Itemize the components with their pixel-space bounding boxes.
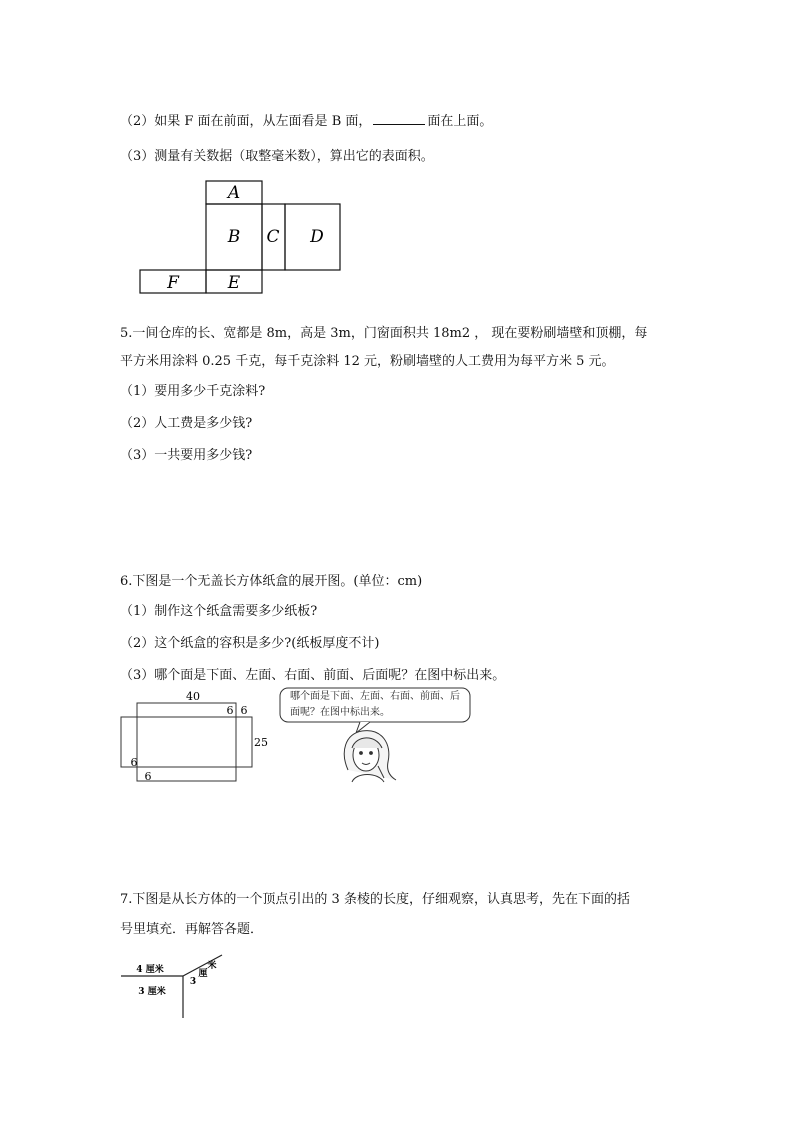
face-label-b: B bbox=[227, 227, 241, 247]
dim-depth-label-b: 6 bbox=[240, 704, 248, 717]
q4-sub3: （3）测量有关数据（取整毫米数），算出它的表面积。 bbox=[120, 149, 434, 164]
q7-line2: 号里填充．再解答各题． bbox=[120, 922, 264, 937]
face-label-c: C bbox=[266, 227, 280, 247]
edge-height-label-unit2: 米 bbox=[207, 961, 217, 971]
q5-sub3: （3）一共要用多少钱? bbox=[120, 448, 253, 463]
dim-side-left-label: 6 bbox=[130, 756, 138, 769]
edge-height-label-unit1: 厘 bbox=[198, 969, 208, 979]
dim-height-label: 25 bbox=[254, 736, 268, 749]
dim-side-bottom-label: 6 bbox=[144, 770, 152, 783]
q4-sub2-text-before: （2）如果 F 面在前面，从左面看是 B 面， bbox=[120, 114, 372, 129]
face-label-a: A bbox=[227, 183, 241, 203]
face-label-e: E bbox=[227, 273, 241, 293]
q5-sub1: （1）要用多少千克涂料? bbox=[120, 384, 266, 399]
face-label-d: D bbox=[310, 227, 324, 247]
dim-depth-label-a: 6 bbox=[226, 704, 234, 717]
q5-line2: 平方米用涂料 0.25 千克，每千克涂料 12 元，粉刷墙壁的人工费用为每平方米 5 元。 bbox=[120, 354, 615, 369]
face-label-f: F bbox=[167, 273, 179, 293]
q6-sub2: （2）这个纸盒的容积是多少?(纸板厚度不计) bbox=[120, 636, 380, 651]
q6-sub1: （1）制作这个纸盒需要多少纸板? bbox=[120, 604, 318, 619]
edge-length-label: 4 厘米 bbox=[136, 965, 164, 975]
q5-sub2: （2）人工费是多少钱? bbox=[120, 416, 253, 431]
speech-bubble-text: 哪个面是下面、左面、右面、前面、后面呢？在图中标出来。 bbox=[290, 691, 460, 718]
q6-title: 6.下图是一个无盖长方体纸盒的展开图。(单位：cm) bbox=[120, 574, 423, 589]
q5-line1: 5.一间仓库的长、宽都是 8m，高是 3m，门窗面积共 18m2 ， 现在要粉刷墙壁和顶棚，每 bbox=[120, 326, 648, 341]
q7-line1: 7.下图是从长方体的一个顶点引出的 3 条棱的长度，仔细观察，认真思考，先在下面的括 bbox=[120, 892, 630, 907]
dim-length-label: 40 bbox=[186, 690, 200, 703]
q4-sub2-text-after: 面在上面。 bbox=[427, 114, 493, 129]
edge-height-label-num: 3 bbox=[189, 977, 197, 987]
q6-sub3: （3）哪个面是下面、左面、右面、前面、后面呢？在图中标出来。 bbox=[120, 668, 506, 683]
edge-width-label: 3 厘米 bbox=[138, 987, 166, 997]
